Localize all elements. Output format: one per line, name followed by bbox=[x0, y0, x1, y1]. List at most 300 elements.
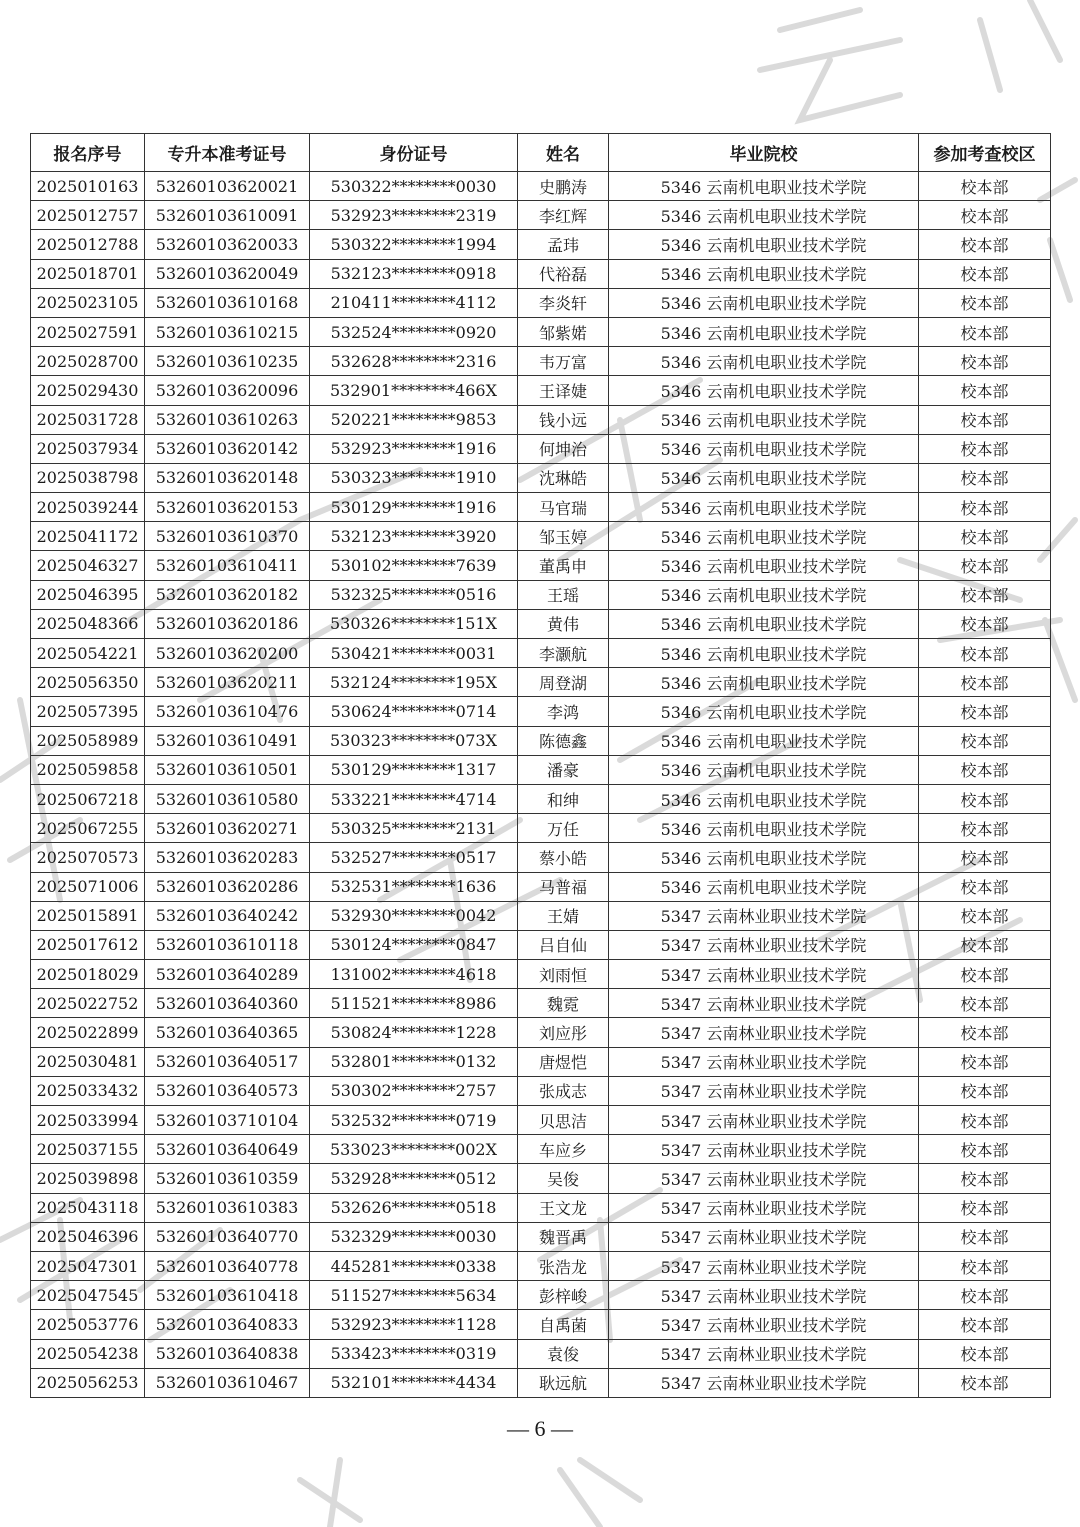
table-row bbox=[31, 1047, 1051, 1076]
cell-registration-no: 2025017612 bbox=[31, 930, 145, 959]
cell-graduate-school: 5347 云南林业职业技术学院 bbox=[609, 1339, 919, 1368]
cell-exam-ticket-no: 53260103640360 bbox=[145, 989, 310, 1018]
cell-name: 邹紫婼 bbox=[518, 317, 609, 346]
table-row bbox=[31, 1076, 1051, 1105]
cell-registration-no: 2025046395 bbox=[31, 580, 145, 609]
cell-name: 沈琳皓 bbox=[518, 463, 609, 492]
cell-exam-campus: 校本部 bbox=[919, 1135, 1051, 1164]
cell-id-number: 530323********073X bbox=[310, 726, 518, 755]
cell-name: 魏晋禹 bbox=[518, 1222, 609, 1251]
cell-graduate-school: 5346 云南机电职业技术学院 bbox=[609, 405, 919, 434]
cell-exam-campus: 校本部 bbox=[919, 405, 1051, 434]
cell-id-number: 530824********1228 bbox=[310, 1018, 518, 1047]
table-row bbox=[31, 668, 1051, 697]
cell-exam-ticket-no: 53260103620271 bbox=[145, 814, 310, 843]
cell-exam-ticket-no: 53260103610235 bbox=[145, 347, 310, 376]
cell-graduate-school: 5347 云南林业职业技术学院 bbox=[609, 960, 919, 989]
cell-id-number: 530129********1916 bbox=[310, 493, 518, 522]
cell-name: 李灏航 bbox=[518, 639, 609, 668]
cell-id-number: 131002********4618 bbox=[310, 960, 518, 989]
header-exam-ticket-no: 专升本准考证号 bbox=[145, 134, 310, 172]
cell-graduate-school: 5346 云南机电职业技术学院 bbox=[609, 580, 919, 609]
cell-graduate-school: 5346 云南机电职业技术学院 bbox=[609, 872, 919, 901]
table-row bbox=[31, 172, 1051, 201]
table-row bbox=[31, 814, 1051, 843]
cell-registration-no: 2025038798 bbox=[31, 463, 145, 492]
table-row bbox=[31, 755, 1051, 784]
cell-id-number: 532531********1636 bbox=[310, 872, 518, 901]
table-row bbox=[31, 522, 1051, 551]
cell-exam-campus: 校本部 bbox=[919, 259, 1051, 288]
cell-name: 魏霓 bbox=[518, 989, 609, 1018]
cell-exam-campus: 校本部 bbox=[919, 551, 1051, 580]
cell-graduate-school: 5346 云南机电职业技术学院 bbox=[609, 697, 919, 726]
cell-exam-campus: 校本部 bbox=[919, 230, 1051, 259]
cell-exam-ticket-no: 53260103640778 bbox=[145, 1251, 310, 1280]
cell-name: 孟玮 bbox=[518, 230, 609, 259]
cell-id-number: 532325********0516 bbox=[310, 580, 518, 609]
cell-registration-no: 2025012757 bbox=[31, 201, 145, 230]
cell-name: 张浩龙 bbox=[518, 1251, 609, 1280]
cell-graduate-school: 5346 云南机电职业技术学院 bbox=[609, 639, 919, 668]
cell-exam-campus: 校本部 bbox=[919, 493, 1051, 522]
cell-exam-ticket-no: 53260103640770 bbox=[145, 1222, 310, 1251]
cell-name: 张成志 bbox=[518, 1076, 609, 1105]
cell-name: 陈德鑫 bbox=[518, 726, 609, 755]
cell-exam-ticket-no: 53260103610118 bbox=[145, 930, 310, 959]
cell-exam-campus: 校本部 bbox=[919, 1339, 1051, 1368]
cell-name: 马官瑞 bbox=[518, 493, 609, 522]
cell-name: 李炎轩 bbox=[518, 288, 609, 317]
cell-exam-campus: 校本部 bbox=[919, 843, 1051, 872]
cell-exam-ticket-no: 53260103610501 bbox=[145, 755, 310, 784]
cell-exam-ticket-no: 53260103610476 bbox=[145, 697, 310, 726]
cell-graduate-school: 5347 云南林业职业技术学院 bbox=[609, 1106, 919, 1135]
table-body bbox=[31, 172, 1051, 1398]
cell-exam-campus: 校本部 bbox=[919, 1106, 1051, 1135]
cell-id-number: 532801********0132 bbox=[310, 1047, 518, 1076]
cell-id-number: 532532********0719 bbox=[310, 1106, 518, 1135]
cell-exam-ticket-no: 53260103620033 bbox=[145, 230, 310, 259]
cell-exam-ticket-no: 53260103640833 bbox=[145, 1310, 310, 1339]
cell-id-number: 530129********1317 bbox=[310, 755, 518, 784]
cell-name: 蔡小皓 bbox=[518, 843, 609, 872]
cell-id-number: 532923********1128 bbox=[310, 1310, 518, 1339]
cell-id-number: 532626********0518 bbox=[310, 1193, 518, 1222]
cell-graduate-school: 5347 云南林业职业技术学院 bbox=[609, 1222, 919, 1251]
cell-id-number: 532923********1916 bbox=[310, 434, 518, 463]
cell-registration-no: 2025059858 bbox=[31, 755, 145, 784]
header-graduate-school: 毕业院校 bbox=[609, 134, 919, 172]
cell-name: 代裕磊 bbox=[518, 259, 609, 288]
cell-exam-ticket-no: 53260103640517 bbox=[145, 1047, 310, 1076]
cell-id-number: 532123********3920 bbox=[310, 522, 518, 551]
cell-name: 车应乡 bbox=[518, 1135, 609, 1164]
cell-exam-ticket-no: 53260103610370 bbox=[145, 522, 310, 551]
cell-registration-no: 2025071006 bbox=[31, 872, 145, 901]
table-row bbox=[31, 872, 1051, 901]
cell-exam-ticket-no: 53260103620096 bbox=[145, 376, 310, 405]
table-row bbox=[31, 697, 1051, 726]
table-row bbox=[31, 434, 1051, 463]
cell-graduate-school: 5346 云南机电职业技术学院 bbox=[609, 288, 919, 317]
cell-registration-no: 2025012788 bbox=[31, 230, 145, 259]
cell-registration-no: 2025037155 bbox=[31, 1135, 145, 1164]
cell-registration-no: 2025046396 bbox=[31, 1222, 145, 1251]
cell-id-number: 533221********4714 bbox=[310, 784, 518, 813]
page-number: — 6 — bbox=[507, 1416, 573, 1441]
cell-id-number: 511527********5634 bbox=[310, 1281, 518, 1310]
cell-exam-campus: 校本部 bbox=[919, 960, 1051, 989]
cell-graduate-school: 5347 云南林业职业技术学院 bbox=[609, 1251, 919, 1280]
cell-exam-campus: 校本部 bbox=[919, 288, 1051, 317]
cell-exam-ticket-no: 53260103620211 bbox=[145, 668, 310, 697]
cell-name: 刘应彤 bbox=[518, 1018, 609, 1047]
cell-name: 韦万富 bbox=[518, 347, 609, 376]
cell-exam-ticket-no: 53260103610383 bbox=[145, 1193, 310, 1222]
cell-id-number: 532901********466X bbox=[310, 376, 518, 405]
cell-exam-ticket-no: 53260103610091 bbox=[145, 201, 310, 230]
cell-graduate-school: 5346 云南机电职业技术学院 bbox=[609, 347, 919, 376]
table-row bbox=[31, 989, 1051, 1018]
cell-registration-no: 2025053776 bbox=[31, 1310, 145, 1339]
cell-registration-no: 2025030481 bbox=[31, 1047, 145, 1076]
table-row bbox=[31, 1310, 1051, 1339]
table-row bbox=[31, 201, 1051, 230]
table-row bbox=[31, 639, 1051, 668]
cell-exam-campus: 校本部 bbox=[919, 1222, 1051, 1251]
cell-name: 贝思洁 bbox=[518, 1106, 609, 1135]
header-registration-no: 报名序号 bbox=[31, 134, 145, 172]
header-exam-campus: 参加考查校区 bbox=[919, 134, 1051, 172]
cell-exam-campus: 校本部 bbox=[919, 522, 1051, 551]
cell-id-number: 210411********4112 bbox=[310, 288, 518, 317]
cell-name: 周登湖 bbox=[518, 668, 609, 697]
table-row bbox=[31, 1106, 1051, 1135]
cell-registration-no: 2025048366 bbox=[31, 609, 145, 638]
cell-exam-campus: 校本部 bbox=[919, 814, 1051, 843]
table-row bbox=[31, 1339, 1051, 1368]
cell-id-number: 532928********0512 bbox=[310, 1164, 518, 1193]
cell-graduate-school: 5347 云南林业职业技术学院 bbox=[609, 1164, 919, 1193]
cell-exam-ticket-no: 53260103620186 bbox=[145, 609, 310, 638]
header-name: 姓名 bbox=[518, 134, 609, 172]
cell-name: 王瑶 bbox=[518, 580, 609, 609]
cell-exam-campus: 校本部 bbox=[919, 784, 1051, 813]
cell-graduate-school: 5347 云南林业职业技术学院 bbox=[609, 989, 919, 1018]
cell-name: 和绅 bbox=[518, 784, 609, 813]
cell-registration-no: 2025043118 bbox=[31, 1193, 145, 1222]
cell-name: 何坤治 bbox=[518, 434, 609, 463]
cell-registration-no: 2025067218 bbox=[31, 784, 145, 813]
cell-exam-campus: 校本部 bbox=[919, 755, 1051, 784]
table-row bbox=[31, 1193, 1051, 1222]
table-row bbox=[31, 376, 1051, 405]
cell-exam-ticket-no: 53260103620283 bbox=[145, 843, 310, 872]
cell-exam-ticket-no: 53260103610168 bbox=[145, 288, 310, 317]
cell-graduate-school: 5346 云南机电职业技术学院 bbox=[609, 230, 919, 259]
cell-exam-campus: 校本部 bbox=[919, 639, 1051, 668]
table-row bbox=[31, 580, 1051, 609]
cell-id-number: 532524********0920 bbox=[310, 317, 518, 346]
cell-exam-campus: 校本部 bbox=[919, 697, 1051, 726]
cell-exam-campus: 校本部 bbox=[919, 1164, 1051, 1193]
admission-list-table bbox=[30, 133, 1051, 1398]
cell-exam-campus: 校本部 bbox=[919, 668, 1051, 697]
cell-registration-no: 2025031728 bbox=[31, 405, 145, 434]
cell-id-number: 532923********2319 bbox=[310, 201, 518, 230]
cell-graduate-school: 5346 云南机电职业技术学院 bbox=[609, 463, 919, 492]
cell-graduate-school: 5346 云南机电职业技术学院 bbox=[609, 726, 919, 755]
cell-name: 黄伟 bbox=[518, 609, 609, 638]
cell-registration-no: 2025067255 bbox=[31, 814, 145, 843]
cell-graduate-school: 5346 云南机电职业技术学院 bbox=[609, 843, 919, 872]
table-row bbox=[31, 551, 1051, 580]
cell-registration-no: 2025015891 bbox=[31, 901, 145, 930]
cell-graduate-school: 5347 云南林业职业技术学院 bbox=[609, 930, 919, 959]
cell-exam-campus: 校本部 bbox=[919, 726, 1051, 755]
cell-graduate-school: 5346 云南机电职业技术学院 bbox=[609, 201, 919, 230]
cell-exam-ticket-no: 53260103620286 bbox=[145, 872, 310, 901]
cell-exam-campus: 校本部 bbox=[919, 989, 1051, 1018]
cell-exam-campus: 校本部 bbox=[919, 580, 1051, 609]
cell-graduate-school: 5347 云南林业职业技术学院 bbox=[609, 1076, 919, 1105]
cell-exam-campus: 校本部 bbox=[919, 463, 1051, 492]
cell-exam-ticket-no: 53260103620021 bbox=[145, 172, 310, 201]
cell-id-number: 532527********0517 bbox=[310, 843, 518, 872]
cell-exam-ticket-no: 53260103620182 bbox=[145, 580, 310, 609]
cell-name: 李红辉 bbox=[518, 201, 609, 230]
cell-graduate-school: 5346 云南机电职业技术学院 bbox=[609, 522, 919, 551]
table-row bbox=[31, 1281, 1051, 1310]
cell-name: 唐煜恺 bbox=[518, 1047, 609, 1076]
cell-name: 王文龙 bbox=[518, 1193, 609, 1222]
cell-exam-ticket-no: 53260103640573 bbox=[145, 1076, 310, 1105]
cell-registration-no: 2025027591 bbox=[31, 317, 145, 346]
cell-id-number: 533423********0319 bbox=[310, 1339, 518, 1368]
table-row bbox=[31, 1018, 1051, 1047]
cell-exam-campus: 校本部 bbox=[919, 434, 1051, 463]
cell-id-number: 532930********0042 bbox=[310, 901, 518, 930]
cell-exam-ticket-no: 53260103610418 bbox=[145, 1281, 310, 1310]
cell-name: 彭梓峻 bbox=[518, 1281, 609, 1310]
cell-graduate-school: 5346 云南机电职业技术学院 bbox=[609, 755, 919, 784]
cell-id-number: 530102********7639 bbox=[310, 551, 518, 580]
cell-graduate-school: 5346 云南机电职业技术学院 bbox=[609, 317, 919, 346]
cell-id-number: 530326********151X bbox=[310, 609, 518, 638]
cell-id-number: 445281********0338 bbox=[310, 1251, 518, 1280]
cell-registration-no: 2025028700 bbox=[31, 347, 145, 376]
table-row bbox=[31, 317, 1051, 346]
cell-registration-no: 2025023105 bbox=[31, 288, 145, 317]
table-row bbox=[31, 1135, 1051, 1164]
cell-exam-ticket-no: 53260103610580 bbox=[145, 784, 310, 813]
cell-id-number: 530322********1994 bbox=[310, 230, 518, 259]
cell-graduate-school: 5347 云南林业职业技术学院 bbox=[609, 1281, 919, 1310]
table-row bbox=[31, 726, 1051, 755]
cell-graduate-school: 5347 云南林业职业技术学院 bbox=[609, 1193, 919, 1222]
cell-id-number: 511521********8986 bbox=[310, 989, 518, 1018]
table-row bbox=[31, 230, 1051, 259]
cell-registration-no: 2025037934 bbox=[31, 434, 145, 463]
cell-registration-no: 2025018701 bbox=[31, 259, 145, 288]
cell-exam-campus: 校本部 bbox=[919, 930, 1051, 959]
cell-exam-ticket-no: 53260103640242 bbox=[145, 901, 310, 930]
cell-id-number: 520221********9853 bbox=[310, 405, 518, 434]
cell-exam-campus: 校本部 bbox=[919, 1251, 1051, 1280]
cell-exam-ticket-no: 53260103620148 bbox=[145, 463, 310, 492]
table-row bbox=[31, 259, 1051, 288]
cell-name: 万任 bbox=[518, 814, 609, 843]
cell-exam-campus: 校本部 bbox=[919, 1018, 1051, 1047]
table-row bbox=[31, 609, 1051, 638]
cell-exam-campus: 校本部 bbox=[919, 1281, 1051, 1310]
cell-exam-ticket-no: 53260103640649 bbox=[145, 1135, 310, 1164]
cell-registration-no: 2025047301 bbox=[31, 1251, 145, 1280]
cell-graduate-school: 5346 云南机电职业技术学院 bbox=[609, 172, 919, 201]
table-row bbox=[31, 784, 1051, 813]
cell-exam-campus: 校本部 bbox=[919, 376, 1051, 405]
cell-exam-ticket-no: 53260103640289 bbox=[145, 960, 310, 989]
table-row bbox=[31, 347, 1051, 376]
cell-registration-no: 2025041172 bbox=[31, 522, 145, 551]
cell-exam-ticket-no: 53260103610359 bbox=[145, 1164, 310, 1193]
cell-registration-no: 2025039244 bbox=[31, 493, 145, 522]
cell-exam-campus: 校本部 bbox=[919, 1076, 1051, 1105]
cell-id-number: 532101********4434 bbox=[310, 1368, 518, 1397]
cell-exam-campus: 校本部 bbox=[919, 1047, 1051, 1076]
cell-id-number: 530124********0847 bbox=[310, 930, 518, 959]
cell-name: 耿远航 bbox=[518, 1368, 609, 1397]
header-id-number: 身份证号 bbox=[310, 134, 518, 172]
cell-registration-no: 2025010163 bbox=[31, 172, 145, 201]
table-row bbox=[31, 1164, 1051, 1193]
cell-registration-no: 2025018029 bbox=[31, 960, 145, 989]
cell-registration-no: 2025056253 bbox=[31, 1368, 145, 1397]
cell-graduate-school: 5347 云南林业职业技术学院 bbox=[609, 1310, 919, 1339]
cell-exam-campus: 校本部 bbox=[919, 872, 1051, 901]
cell-name: 王婧 bbox=[518, 901, 609, 930]
cell-registration-no: 2025039898 bbox=[31, 1164, 145, 1193]
cell-id-number: 532124********195X bbox=[310, 668, 518, 697]
cell-registration-no: 2025047545 bbox=[31, 1281, 145, 1310]
cell-name: 刘雨恒 bbox=[518, 960, 609, 989]
cell-exam-ticket-no: 53260103620200 bbox=[145, 639, 310, 668]
cell-registration-no: 2025046327 bbox=[31, 551, 145, 580]
table-row bbox=[31, 493, 1051, 522]
cell-name: 史鹏涛 bbox=[518, 172, 609, 201]
cell-exam-campus: 校本部 bbox=[919, 901, 1051, 930]
cell-name: 王译婕 bbox=[518, 376, 609, 405]
cell-name: 吴俊 bbox=[518, 1164, 609, 1193]
cell-exam-ticket-no: 53260103620153 bbox=[145, 493, 310, 522]
cell-exam-campus: 校本部 bbox=[919, 347, 1051, 376]
cell-id-number: 530322********0030 bbox=[310, 172, 518, 201]
cell-registration-no: 2025057395 bbox=[31, 697, 145, 726]
cell-graduate-school: 5346 云南机电职业技术学院 bbox=[609, 668, 919, 697]
cell-exam-campus: 校本部 bbox=[919, 172, 1051, 201]
cell-id-number: 530421********0031 bbox=[310, 639, 518, 668]
cell-name: 邹玉婷 bbox=[518, 522, 609, 551]
cell-name: 董禹申 bbox=[518, 551, 609, 580]
cell-registration-no: 2025054238 bbox=[31, 1339, 145, 1368]
cell-id-number: 530323********1910 bbox=[310, 463, 518, 492]
cell-graduate-school: 5346 云南机电职业技术学院 bbox=[609, 814, 919, 843]
cell-registration-no: 2025056350 bbox=[31, 668, 145, 697]
cell-exam-campus: 校本部 bbox=[919, 1368, 1051, 1397]
cell-name: 李鸿 bbox=[518, 697, 609, 726]
cell-exam-ticket-no: 53260103610263 bbox=[145, 405, 310, 434]
cell-graduate-school: 5347 云南林业职业技术学院 bbox=[609, 1047, 919, 1076]
cell-registration-no: 2025058989 bbox=[31, 726, 145, 755]
cell-graduate-school: 5346 云南机电职业技术学院 bbox=[609, 609, 919, 638]
cell-graduate-school: 5347 云南林业职业技术学院 bbox=[609, 1135, 919, 1164]
cell-graduate-school: 5347 云南林业职业技术学院 bbox=[609, 1368, 919, 1397]
cell-name: 吕自仙 bbox=[518, 930, 609, 959]
cell-graduate-school: 5347 云南林业职业技术学院 bbox=[609, 901, 919, 930]
cell-registration-no: 2025054221 bbox=[31, 639, 145, 668]
cell-graduate-school: 5346 云南机电职业技术学院 bbox=[609, 434, 919, 463]
cell-exam-campus: 校本部 bbox=[919, 1310, 1051, 1339]
cell-exam-ticket-no: 53260103610411 bbox=[145, 551, 310, 580]
cell-registration-no: 2025022899 bbox=[31, 1018, 145, 1047]
table-row bbox=[31, 901, 1051, 930]
cell-graduate-school: 5347 云南林业职业技术学院 bbox=[609, 1018, 919, 1047]
table-row bbox=[31, 930, 1051, 959]
table-row bbox=[31, 288, 1051, 317]
cell-exam-campus: 校本部 bbox=[919, 201, 1051, 230]
cell-graduate-school: 5346 云南机电职业技术学院 bbox=[609, 259, 919, 288]
cell-id-number: 530325********2131 bbox=[310, 814, 518, 843]
table-row bbox=[31, 1222, 1051, 1251]
cell-exam-ticket-no: 53260103710104 bbox=[145, 1106, 310, 1135]
table-header-row bbox=[31, 134, 1051, 172]
cell-graduate-school: 5346 云南机电职业技术学院 bbox=[609, 376, 919, 405]
cell-id-number: 532329********0030 bbox=[310, 1222, 518, 1251]
cell-name: 马普福 bbox=[518, 872, 609, 901]
cell-name: 袁俊 bbox=[518, 1339, 609, 1368]
cell-exam-ticket-no: 53260103620142 bbox=[145, 434, 310, 463]
cell-exam-ticket-no: 53260103640838 bbox=[145, 1339, 310, 1368]
cell-graduate-school: 5346 云南机电职业技术学院 bbox=[609, 551, 919, 580]
table-row bbox=[31, 1251, 1051, 1280]
cell-exam-campus: 校本部 bbox=[919, 609, 1051, 638]
cell-exam-ticket-no: 53260103610467 bbox=[145, 1368, 310, 1397]
cell-id-number: 530302********2757 bbox=[310, 1076, 518, 1105]
cell-registration-no: 2025070573 bbox=[31, 843, 145, 872]
cell-exam-ticket-no: 53260103610215 bbox=[145, 317, 310, 346]
cell-name: 潘豪 bbox=[518, 755, 609, 784]
table-row bbox=[31, 1368, 1051, 1397]
cell-exam-ticket-no: 53260103640365 bbox=[145, 1018, 310, 1047]
table-row bbox=[31, 960, 1051, 989]
cell-name: 自禹菌 bbox=[518, 1310, 609, 1339]
cell-id-number: 533023********002X bbox=[310, 1135, 518, 1164]
cell-graduate-school: 5346 云南机电职业技术学院 bbox=[609, 493, 919, 522]
cell-graduate-school: 5346 云南机电职业技术学院 bbox=[609, 784, 919, 813]
cell-id-number: 532628********2316 bbox=[310, 347, 518, 376]
cell-name: 钱小远 bbox=[518, 405, 609, 434]
cell-registration-no: 2025033994 bbox=[31, 1106, 145, 1135]
cell-registration-no: 2025033432 bbox=[31, 1076, 145, 1105]
table-row bbox=[31, 463, 1051, 492]
cell-registration-no: 2025022752 bbox=[31, 989, 145, 1018]
table-row bbox=[31, 405, 1051, 434]
cell-exam-campus: 校本部 bbox=[919, 317, 1051, 346]
cell-id-number: 532123********0918 bbox=[310, 259, 518, 288]
cell-exam-ticket-no: 53260103610491 bbox=[145, 726, 310, 755]
cell-exam-campus: 校本部 bbox=[919, 1193, 1051, 1222]
